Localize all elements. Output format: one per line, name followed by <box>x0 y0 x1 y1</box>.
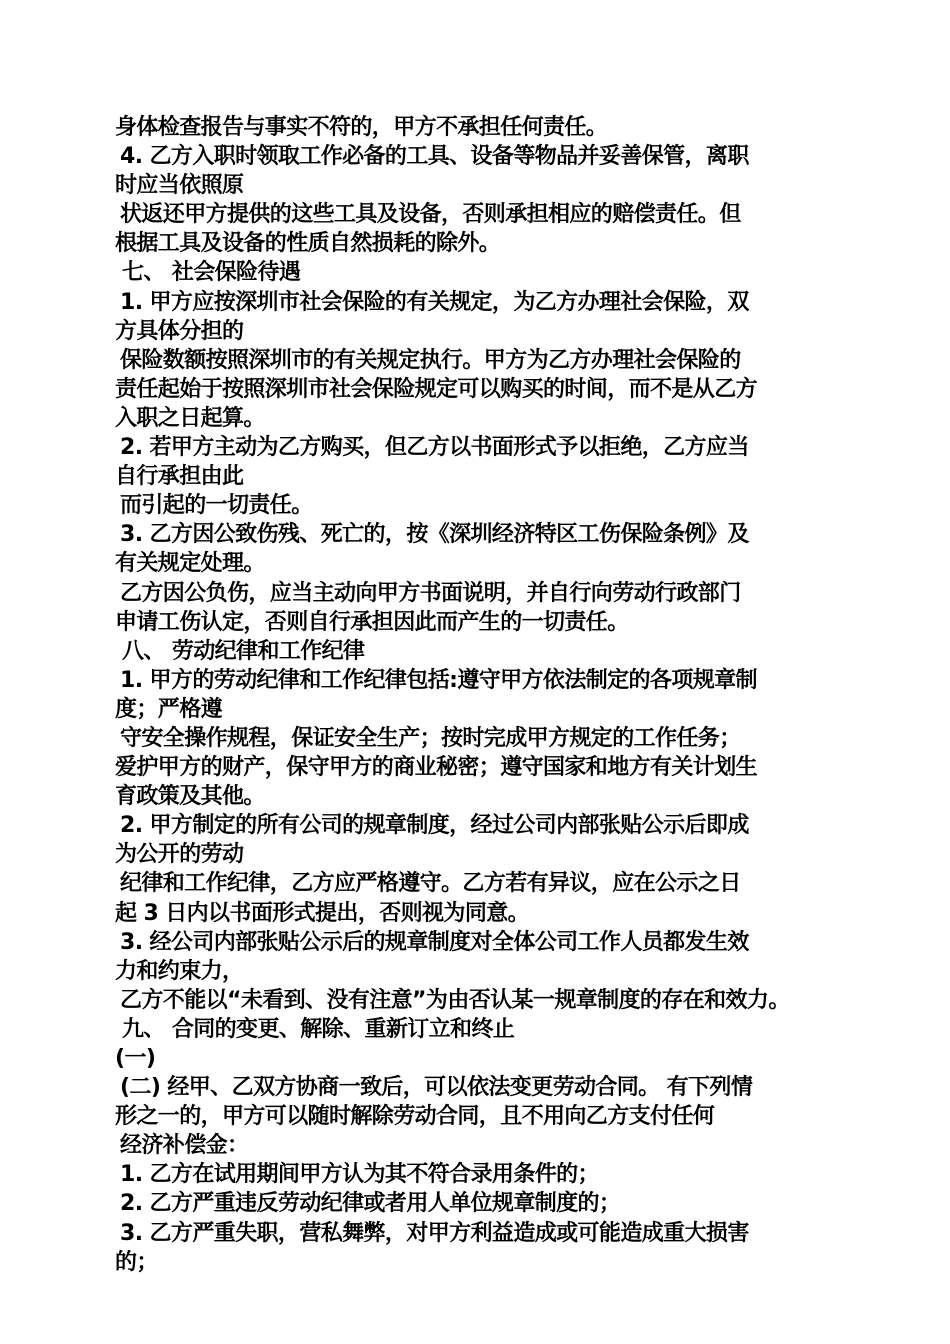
text-line: 责任起始于按照深圳市社会保险规定可以购买的时间，而不是从乙方 <box>115 376 758 402</box>
text-line: 力和约束力， <box>115 958 244 984</box>
text-line: 方具体分担的 <box>115 318 244 344</box>
text-line: 的； <box>115 1249 158 1275</box>
text-line: 3. 乙方因公致伤残、死亡的，按《深圳经济特区工伤保险条例》及 <box>120 522 749 548</box>
text-line: 状返还甲方提供的这些工具及设备，否则承担相应的赔偿责任。但 <box>120 202 741 228</box>
text-line: 起 3 日内以书面形式提出，否则视为同意。 <box>115 900 530 926</box>
section-heading: 九、 合同的变更、解除、重新订立和终止 <box>122 1016 515 1042</box>
text-line: 时应当依照原 <box>115 173 244 199</box>
text-line: 2. 乙方严重违反劳动纪律或者用人单位规章制度的； <box>120 1191 621 1217</box>
text-line: 根据工具及设备的性质自然损耗的除外。 <box>115 231 501 257</box>
text-line: 经济补偿金： <box>120 1133 249 1159</box>
section-heading: 七、 社会保险待遇 <box>122 260 301 286</box>
text-line: 育政策及其他。 <box>115 784 265 810</box>
text-line: 形之一的，甲方可以随时解除劳动合同，且不用向乙方支付任何 <box>115 1104 715 1130</box>
text-line: 3. 乙方严重失职，营私舞弊，对甲方利益造成或可能造成重大损害 <box>120 1220 749 1246</box>
text-line: 有关规定处理。 <box>115 551 265 577</box>
text-line: 1. 甲方的劳动纪律和工作纪律包括:遵守甲方依法制定的各项规章制 <box>120 667 757 693</box>
text-line: 入职之日起算。 <box>115 405 265 431</box>
text-line: 申请工伤认定，否则自行承担因此而产生的一切责任。 <box>115 609 629 635</box>
text-line: 度；严格遵 <box>115 696 223 722</box>
text-line: 1. 乙方在试用期间甲方认为其不符合录用条件的； <box>120 1162 599 1188</box>
text-line: 身体检查报告与事实不符的，甲方不承担任何责任。 <box>115 115 608 140</box>
text-line: 乙方因公负伤，应当主动向甲方书面说明，并自行向劳动行政部门 <box>120 580 741 606</box>
text-line: 4. 乙方入职时领取工作必备的工具、设备等物品并妥善保管，离职 <box>120 144 749 170</box>
text-line: 而引起的一切责任。 <box>120 493 313 519</box>
text-line: 2. 甲方制定的所有公司的规章制度，经过公司内部张贴公示后即成 <box>120 813 749 839</box>
text-line: 自行承担由此 <box>115 464 244 490</box>
text-line: 乙方不能以“未看到、没有注意”为由否认某一规章制度的存在和效力。 <box>120 987 790 1013</box>
text-line: 保险数额按照深圳市的有关规定执行。甲方为乙方办理社会保险的 <box>120 347 741 373</box>
section-heading: 八、 劳动纪律和工作纪律 <box>122 638 365 664</box>
text-line: 爱护甲方的财产，保守甲方的商业秘密；遵守国家和地方有关计划生 <box>115 755 758 781</box>
text-line: 1. 甲方应按深圳市社会保险的有关规定，为乙方办理社会保险，双 <box>120 289 749 315</box>
document-body <box>115 113 875 1277</box>
text-line: 纪律和工作纪律，乙方应严格遵守。乙方若有异议，应在公示之日 <box>120 871 741 897</box>
text-line: 为公开的劳动 <box>115 842 244 868</box>
text-line: 2. 若甲方主动为乙方购买，但乙方以书面形式予以拒绝，乙方应当 <box>120 435 749 461</box>
text-line: 守安全操作规程，保证安全生产；按时完成甲方规定的工作任务； <box>120 725 741 751</box>
text-line: 3. 经公司内部张贴公示后的规章制度对全体公司工作人员都发生效 <box>120 929 749 955</box>
text-line: (一) <box>115 1046 156 1071</box>
text-line: (二) 经甲、乙双方协商一致后，可以依法变更劳动合同。 有下列情 <box>120 1075 753 1101</box>
